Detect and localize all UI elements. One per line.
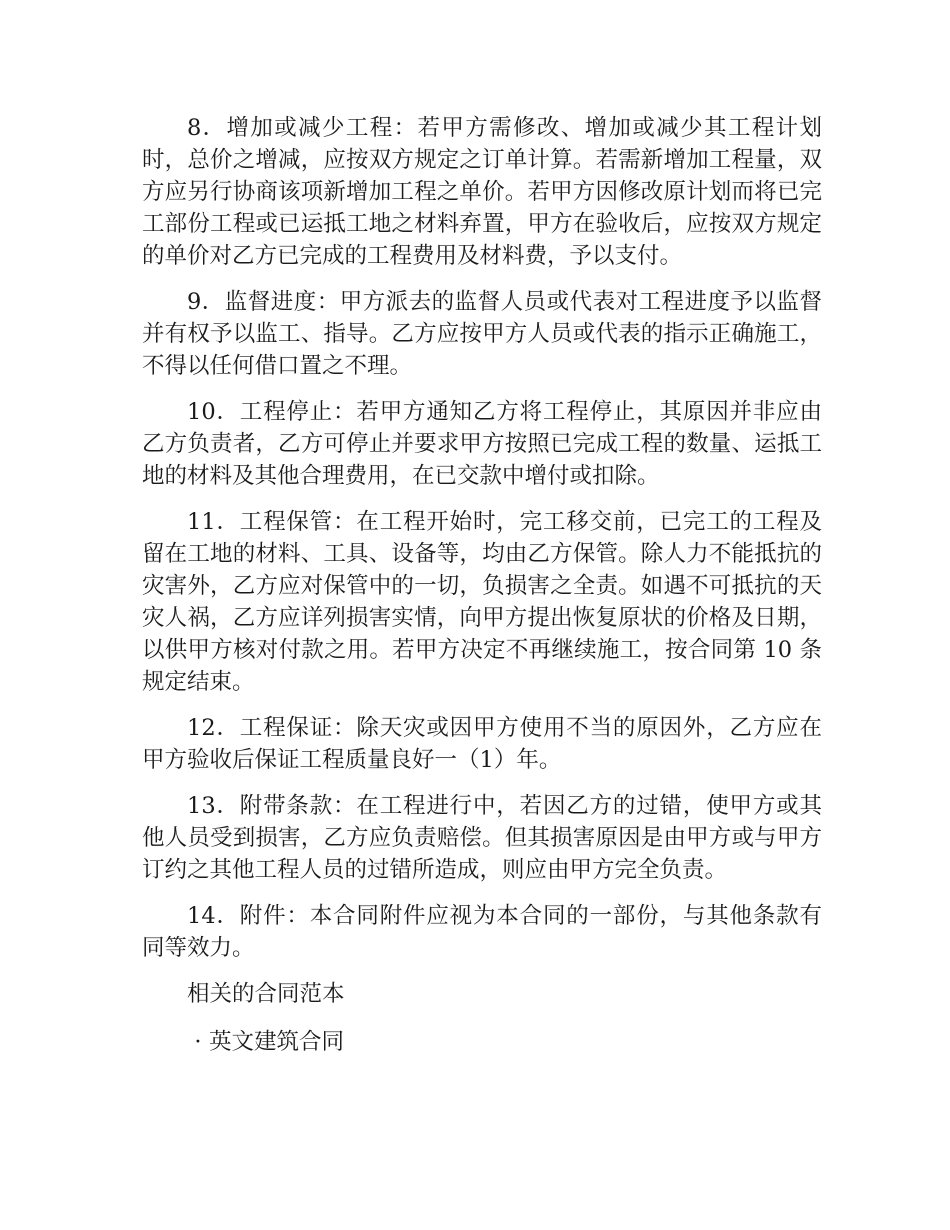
clause-10: 10．工程停止：若甲方通知乙方将工程停止，其原因并非应由乙方负责者，乙方可停止并要求甲方按照已完成工程的数量、运抵工地的材料及其他合理费用，在已交款中增付或扣除。 (142, 399, 822, 489)
clause-11: 11．工程保管：在工程开始时，完工移交前，已完工的工程及留在工地的材料、工具、设备等，均由乙方保管。除人力不能抵抗的灾害外，乙方应对保管中的一切，负损害之全责。如遇不可抵抗的天灾人祸，乙方应详列损害实情，向甲方提出恢复原状的价格及日期，以供甲方核对付款之用。若甲方决定不再继续施工，按合同第 10 条规定结束。 (142, 509, 822, 695)
clause-12: 12．工程保证：除天灾或因甲方使用不当的原因外，乙方应在甲方验收后保证工程质量良好一（1）年。 (142, 715, 822, 773)
clause-9: 9．监督进度：甲方派去的监督人员或代表对工程进度予以监督并有权予以监工、指导。乙方应按甲方人员或代表的指示正确施工，不得以任何借口置之不理。 (142, 289, 822, 379)
related-templates-heading: 相关的合同范本 (187, 981, 345, 1007)
clause-14: 14．附件：本合同附件应视为本合同的一部份，与其他条款有同等效力。 (142, 903, 822, 961)
related-template-item[interactable] (142, 1026, 822, 1058)
related-templates-list (142, 1026, 822, 1058)
document-page (142, 112, 822, 1058)
related-template-link[interactable]: 英文建筑合同 (209, 1029, 345, 1055)
clause-8: 8．增加或减少工程：若甲方需修改、增加或减少其工程计划时，总价之增减，应按双方规定之订单计算。若需新增加工程量，双方应另行协商该项新增加工程之单价。若甲方因修改原计划而将已完工部份工程或已运抵工地之材料弃置，甲方在验收后，应按双方规定的单价对乙方已完成的工程费用及材料费，予以支付。 (142, 115, 822, 269)
clause-13: 13．附带条款：在工程进行中，若因乙方的过错，使甲方或其他人员受到损害，乙方应负责赔偿。但其损害原因是由甲方或与甲方订约之其他工程人员的过错所造成，则应由甲方完全负责。 (142, 793, 822, 883)
bullet-icon: · (194, 1029, 202, 1055)
